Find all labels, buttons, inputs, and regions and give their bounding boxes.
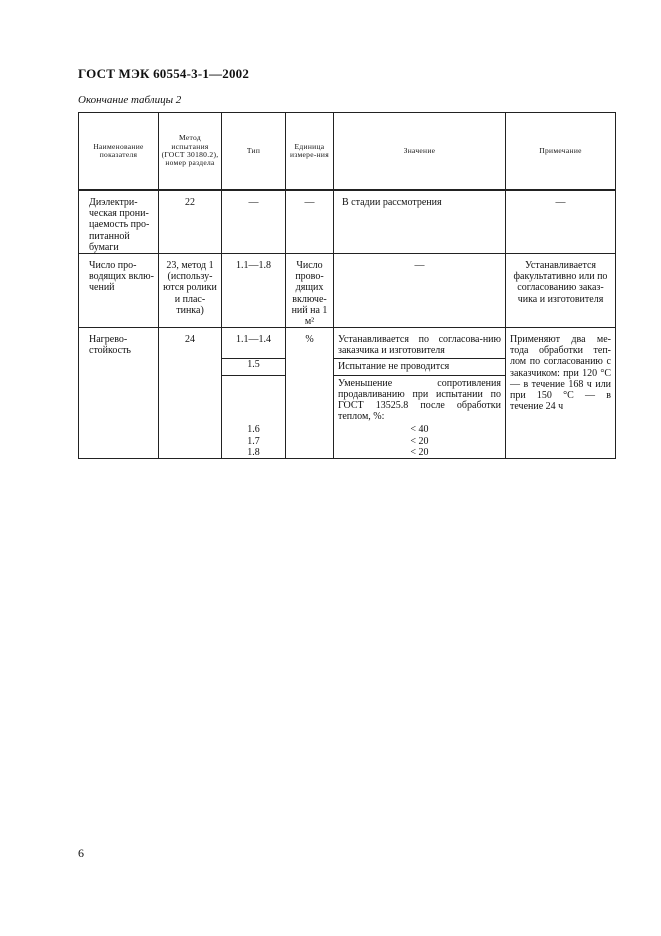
cell-type: 1.5 [222,359,286,375]
cell-type: 1.6 [222,424,286,435]
header-indicator-name: Наименование показателя [79,113,159,191]
header-note: Примечание [506,113,616,191]
cell-unit: Число прово-дящих включе-ний на 1 м² [286,253,334,327]
table-row-dielectric [79,190,616,253]
cell-value: < 20 [334,436,506,447]
cell-type: — [222,190,286,253]
cell-value: В стадии рассмотрения [334,190,506,253]
cell-type: 1.1—1.4 [222,328,286,359]
cell-value: < 20 [334,447,506,459]
cell-unit: — [286,190,334,253]
cell-value: Уменьшение сопротивления продавливанию при испытании по ГОСТ 13525.8 после обработки теплом, %: [334,375,506,424]
cell-value: — [334,253,506,327]
table-row-heat-resistance [79,328,616,359]
cell-value: Испытание не проводится [334,359,506,375]
cell-type-empty [222,375,286,424]
cell-name: Число про-водящих вклю-чений [79,253,159,327]
document-title: ГОСТ МЭК 60554-3-1—2002 [78,66,250,81]
page-number: 6 [78,846,84,860]
table-caption: Окончание таблицы 2 [78,94,182,106]
header-test-method: Метод испытания (ГОСТ 30180.2), номер раздела [159,113,222,191]
cell-method: 22 [159,190,222,253]
cell-note: — [506,190,616,253]
table-row-conductive-inclusions [79,253,616,327]
cell-name: Нагрево-стойкость [79,328,159,459]
cell-type: 1.7 [222,436,286,447]
cell-type: 1.1—1.8 [222,253,286,327]
header-value: Значение [334,113,506,191]
header-unit: Единица измере-ния [286,113,334,191]
cell-note: Применяют два ме-тода обработки теп-лом по согласованию с заказчиком: при 120 °С — в течение 168 ч или при 150 °С — в течение 24 ч [506,328,616,459]
table-header-row [79,113,616,191]
cell-method: 23, метод 1 (использу-ются ролики и плас-тинка) [159,253,222,327]
cell-name: Диэлектри-ческая прони-цаемость про-питанной бумаги [79,190,159,253]
cell-unit: % [286,328,334,459]
cell-value: Устанавливается по согласова-нию заказчика и изготовителя [334,328,506,359]
cell-note: Устанавливается факультативно или по согласованию заказ-чика и изготовителя [506,253,616,327]
cell-value: < 40 [334,424,506,435]
header-type: Тип [222,113,286,191]
indicators-table [78,112,616,459]
cell-type: 1.8 [222,447,286,459]
cell-method: 24 [159,328,222,459]
